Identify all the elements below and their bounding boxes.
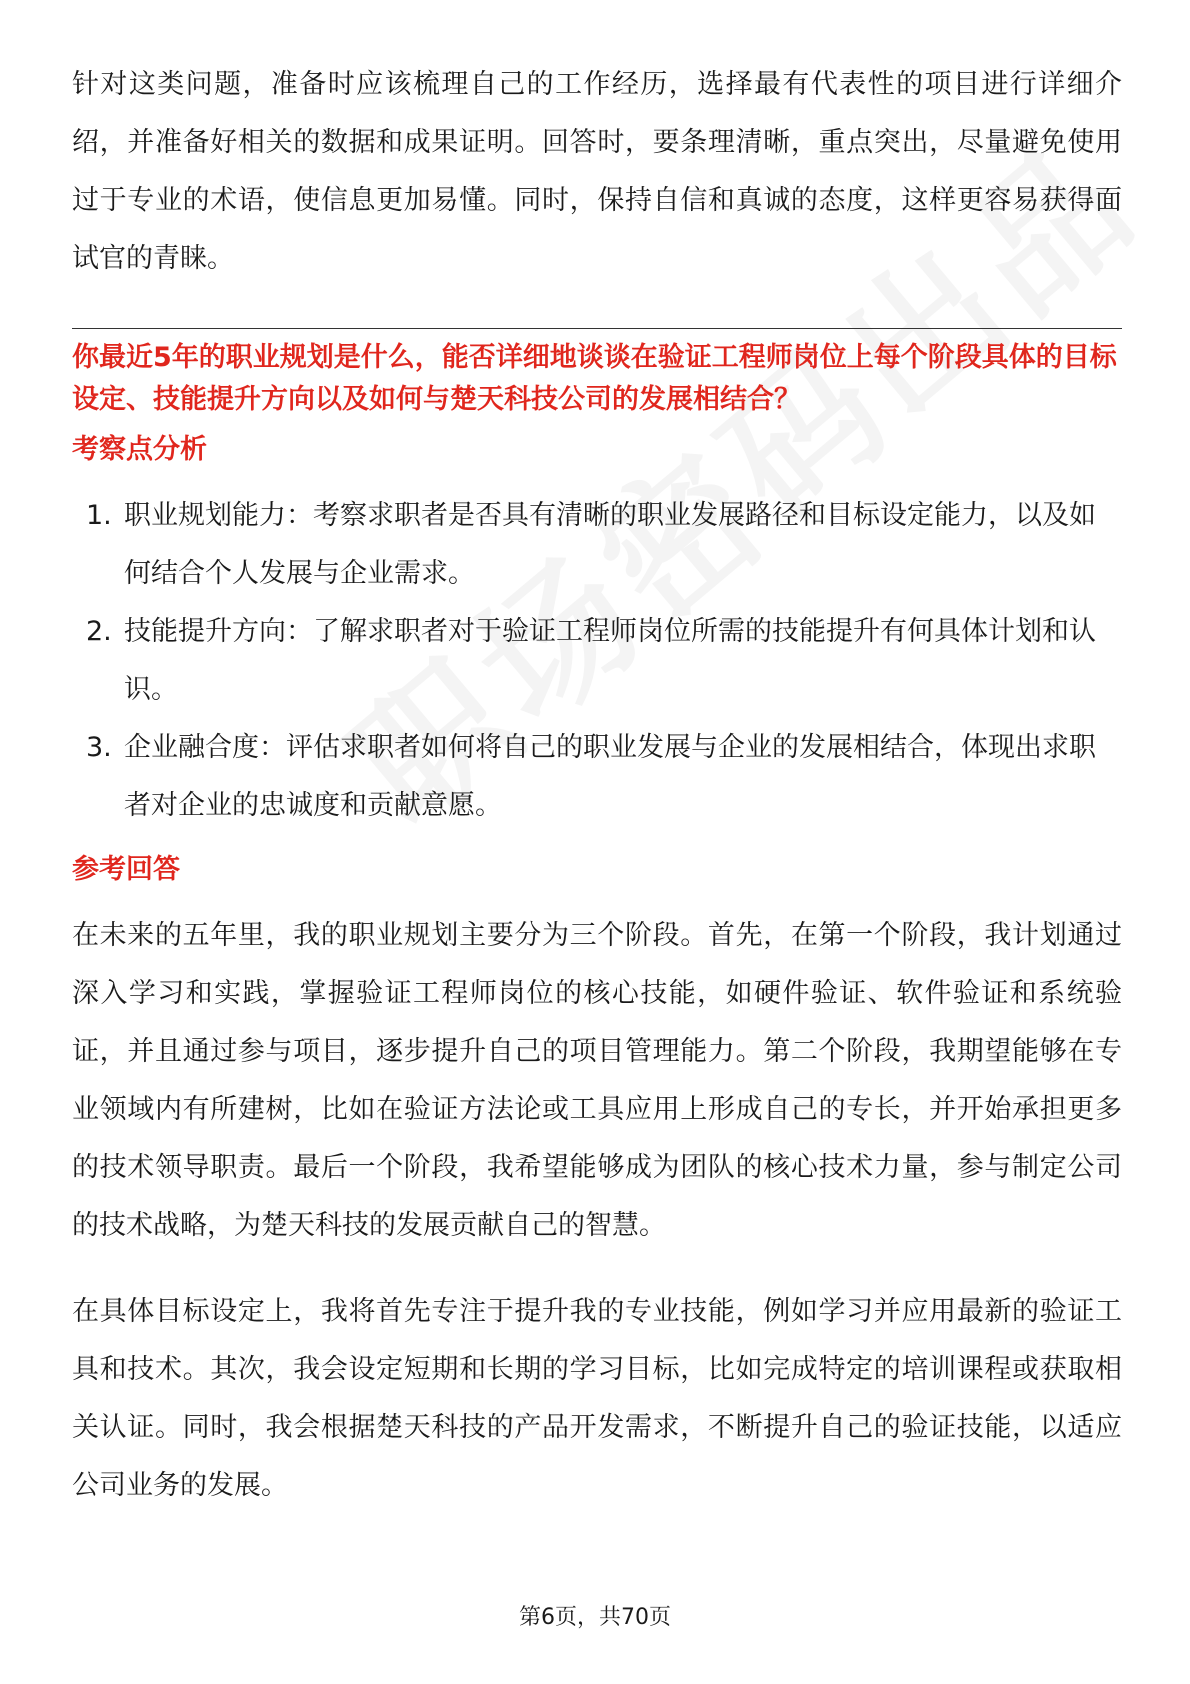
section-divider — [72, 328, 1122, 329]
analysis-point — [72, 719, 1122, 835]
answer-heading: 参考回答 — [72, 854, 180, 885]
analysis-heading: 考察点分析 — [72, 434, 207, 465]
analysis-point — [72, 487, 1122, 603]
point-number: 1. — [86, 500, 112, 531]
answer-paragraph: 在具体目标设定上，我将首先专注于提升我的专业技能，例如学习并应用最新的验证工具和技术。其次，我会设定短期和长期的学习目标，比如完成特定的培训课程或获取相关认证。同时，我会根据楚天科技的产品开发需求，不断提升自己的验证技能，以适应公司业务的发展。 — [72, 1296, 1122, 1501]
question-title: 你最近5年的职业规划是什么，能否详细地谈谈在验证工程师岗位上每个阶段具体的目标设定、技能提升方向以及如何与楚天科技公司的发展相结合？ — [72, 342, 1117, 415]
document-page — [72, 56, 1122, 1543]
point-number: 3. — [86, 732, 112, 763]
analysis-point — [72, 603, 1122, 719]
point-number: 2. — [86, 616, 112, 647]
point-text: 企业融合度：评估求职者如何将自己的职业发展与企业的发展相结合，体现出求职者对企业的忠诚度和贡献意愿。 — [124, 732, 1096, 821]
answer-paragraph: 在未来的五年里，我的职业规划主要分为三个阶段。首先，在第一个阶段，我计划通过深入学习和实践，掌握验证工程师岗位的核心技能，如硬件验证、软件验证和系统验证，并且通过参与项目，逐步提升自己的项目管理能力。第二个阶段，我期望能够在专业领域内有所建树，比如在验证方法论或工具应用上形成自己的专长，并开始承担更多的技术领导职责。最后一个阶段，我希望能够成为团队的核心技术力量，参与制定公司的技术战略，为楚天科技的发展贡献自己的智慧。 — [72, 920, 1122, 1241]
analysis-list — [72, 487, 1122, 835]
point-text: 职业规划能力：考察求职者是否具有清晰的职业发展路径和目标设定能力，以及如何结合个人发展与企业需求。 — [124, 500, 1096, 589]
page-footer: 第6页，共70页 — [519, 1605, 671, 1630]
point-text: 技能提升方向：了解求职者对于验证工程师岗位所需的技能提升有何具体计划和认识。 — [124, 616, 1096, 705]
intro-paragraph: 针对这类问题，准备时应该梳理自己的工作经历，选择最有代表性的项目进行详细介绍，并准备好相关的数据和成果证明。回答时，要条理清晰，重点突出，尽量避免使用过于专业的术语，使信息更加易懂。同时，保持自信和真诚的态度，这样更容易获得面试官的青睐。 — [72, 69, 1122, 274]
